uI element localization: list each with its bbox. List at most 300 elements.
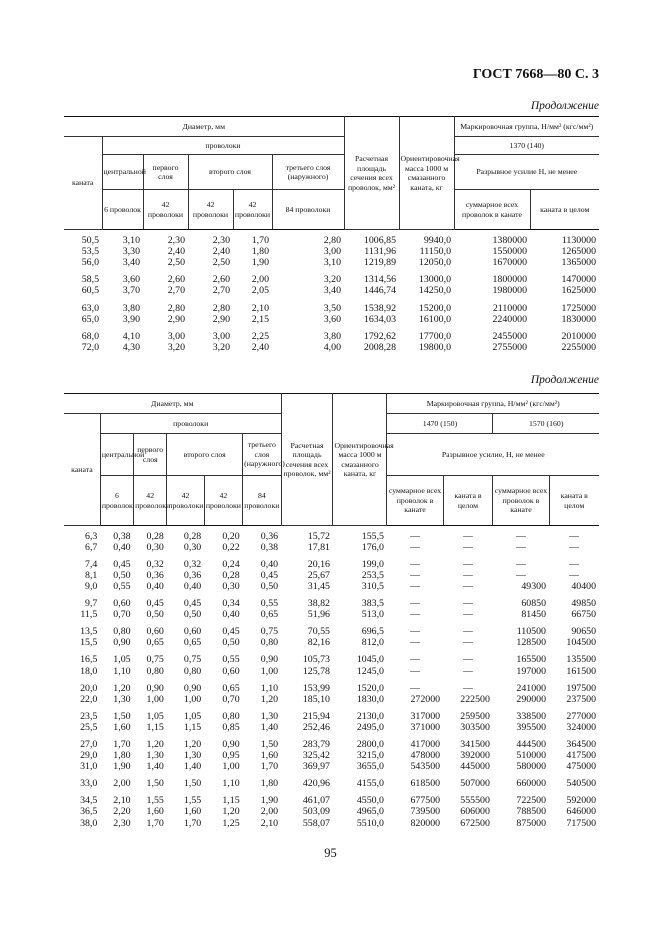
table-cell: 1314,56 xyxy=(363,274,397,286)
continuation-label-2: Продолжение xyxy=(530,374,599,386)
table-cell: 2,30 xyxy=(212,234,230,246)
grade-header: Маркировочная группа, Н/мм² (кгс/мм²) xyxy=(387,394,599,414)
table-cell: 0,75 xyxy=(260,626,279,638)
table-cell: 2,40 xyxy=(212,245,230,257)
first-layer-header: первого слоя xyxy=(134,434,167,476)
table-cell: 1,60 xyxy=(260,750,279,762)
table-cell: 9,7 xyxy=(85,598,98,610)
table-cell: 20,0 xyxy=(80,682,98,694)
table-cell: 9940,0 xyxy=(423,234,452,246)
table-row xyxy=(64,257,599,268)
table-cell: 461,07 xyxy=(302,795,330,807)
table-cell: — xyxy=(410,530,420,542)
table-1 xyxy=(64,116,599,354)
table-row xyxy=(64,230,599,247)
table-row xyxy=(64,610,599,621)
table-cell: 875000 xyxy=(516,817,546,829)
table-cell: 0,90 xyxy=(146,682,164,694)
table-cell: — xyxy=(516,530,526,542)
table-cell: 0,60 xyxy=(113,598,131,610)
table-cell: 6,3 xyxy=(85,530,98,542)
table-cell: 2,30 xyxy=(113,817,131,829)
table-cell: 0,38 xyxy=(113,530,131,542)
table-cell: 510000 xyxy=(516,750,546,762)
table-cell: — xyxy=(410,598,420,610)
table-cell: 0,90 xyxy=(260,654,279,666)
table-cell: 3,40 xyxy=(122,257,140,269)
table-cell: 2,15 xyxy=(251,313,269,325)
table-cell: 33,0 xyxy=(80,778,98,790)
table-cell: 369,97 xyxy=(302,761,330,773)
table-cell: 0,65 xyxy=(146,637,164,649)
table-cell: 1,70 xyxy=(251,234,269,246)
table-cell: 53,5 xyxy=(81,245,99,257)
table-cell: 0,95 xyxy=(222,750,240,762)
table-cell: 1380000 xyxy=(492,234,528,246)
table-cell: 18,0 xyxy=(80,665,98,677)
table-cell: 0,55 xyxy=(222,654,240,666)
table-cell: 4,10 xyxy=(122,330,140,342)
table-cell: 0,90 xyxy=(183,682,202,694)
table-cell: 51,96 xyxy=(307,609,330,621)
table-cell: 16100,0 xyxy=(418,313,452,325)
table-cell: 0,60 xyxy=(146,626,164,638)
table-cell: — xyxy=(463,569,473,581)
col-42-wires-b: 42 проволоки xyxy=(167,476,204,526)
table-cell: 1,90 xyxy=(113,761,131,773)
table-cell: 1980000 xyxy=(492,285,528,297)
table-cell: 1,05 xyxy=(183,710,202,722)
mass-header: Ориентировочная масса 1000 м смазанного каната, кг xyxy=(333,394,387,526)
table-cell: 1,40 xyxy=(146,761,164,773)
table-cell: 0,50 xyxy=(260,580,279,592)
table-cell: 0,50 xyxy=(183,609,202,621)
table-cell: 1,70 xyxy=(113,739,131,750)
table-cell: 81450 xyxy=(521,609,546,621)
rope-header: каната xyxy=(64,137,102,230)
wires-header: проволоки xyxy=(100,414,281,434)
table-cell: 580000 xyxy=(516,761,546,773)
table-cell: 2255000 xyxy=(561,342,597,354)
table-cell: 0,36 xyxy=(183,569,202,581)
table-cell: 420,96 xyxy=(302,778,330,790)
grade-1370-header: 1370 (140) xyxy=(454,137,599,155)
table-cell: 6,7 xyxy=(85,541,98,553)
table-cell: 2,60 xyxy=(167,274,185,286)
table-cell: 0,24 xyxy=(222,558,240,570)
table-cell: 1,80 xyxy=(251,245,269,257)
table-cell: 1245,0 xyxy=(356,665,384,677)
diameter-header: Диаметр, мм xyxy=(64,394,281,414)
table-cell: 176,0 xyxy=(361,541,384,553)
table-cell: 7,4 xyxy=(85,558,98,570)
table-row xyxy=(64,649,599,666)
table-cell: 1792,62 xyxy=(363,330,397,342)
table-cell: 618500 xyxy=(410,778,441,790)
table-cell: 49300 xyxy=(521,580,546,592)
table-cell: 1,10 xyxy=(260,682,279,694)
table-cell: 56,0 xyxy=(81,257,99,269)
table-cell: 1,30 xyxy=(146,750,164,762)
table-row xyxy=(64,297,599,314)
table-cell: 1,80 xyxy=(260,778,279,790)
table-cell: 3,20 xyxy=(167,342,185,354)
table-cell: 3,00 xyxy=(323,245,342,257)
table-cell: 3,10 xyxy=(323,257,342,269)
table-cell: 2110000 xyxy=(492,302,528,314)
table-2 xyxy=(64,393,599,829)
table-cell: 475000 xyxy=(566,761,596,773)
wires-header: проволоки xyxy=(102,137,344,155)
table-row xyxy=(64,705,599,722)
table-cell: — xyxy=(463,530,473,542)
table-cell: 1830,0 xyxy=(356,693,384,705)
table-cell: 12050,0 xyxy=(418,257,452,269)
table-cell: 383,5 xyxy=(361,598,384,610)
table-cell: 739500 xyxy=(410,806,441,818)
table-cell: 2240000 xyxy=(492,313,528,325)
table-cell: 38,82 xyxy=(307,598,330,610)
table-cell: — xyxy=(410,654,420,666)
table-cell: — xyxy=(516,541,526,553)
table-cell: 2130,0 xyxy=(356,710,384,722)
table-cell: 15,72 xyxy=(307,530,330,542)
area-header: Расчетная площадь сечения всех проволок, мм² xyxy=(344,117,399,230)
table-cell: 444500 xyxy=(516,739,546,750)
table-cell: 252,46 xyxy=(302,721,330,733)
table-cell: 696,5 xyxy=(361,626,384,638)
table-cell: 1,70 xyxy=(183,817,202,829)
table-cell: — xyxy=(569,569,579,581)
table-cell: 0,36 xyxy=(260,530,279,542)
table-cell: 215,94 xyxy=(302,710,330,722)
table-cell: 222500 xyxy=(460,693,490,705)
table-cell: 2,25 xyxy=(251,330,269,342)
table-cell: 20,16 xyxy=(307,558,330,570)
grade-header: Маркировочная группа, Н/мм² (кгс/мм²) xyxy=(454,117,599,137)
table-cell: 0,55 xyxy=(113,580,131,592)
table-cell: 317000 xyxy=(410,710,441,722)
sum-force-1470-header: суммарное всех проволок в канате xyxy=(387,476,443,526)
second-layer-header: второго слоя xyxy=(188,155,272,190)
table-cell: — xyxy=(516,569,526,581)
table-cell: 0,30 xyxy=(222,580,240,592)
table-cell: 0,65 xyxy=(222,682,240,694)
table-cell: 555500 xyxy=(460,795,490,807)
table-cell: 25,67 xyxy=(307,569,330,581)
col-42-wires-b: 42 проволоки xyxy=(188,190,233,230)
table-cell: 2,90 xyxy=(167,313,185,325)
table-cell: 2,50 xyxy=(167,257,185,269)
table-row xyxy=(64,733,599,750)
table-cell: — xyxy=(463,637,473,649)
table-cell: 90650 xyxy=(571,626,596,638)
table-cell: 1,20 xyxy=(113,682,131,694)
table-cell: 0,85 xyxy=(222,721,240,733)
table-cell: 3,60 xyxy=(122,274,140,286)
table-cell: 0,28 xyxy=(222,569,240,581)
table-cell: — xyxy=(569,541,579,553)
table-cell: 31,45 xyxy=(307,580,330,592)
table-cell: 3,30 xyxy=(122,245,140,257)
table-cell: 1,20 xyxy=(183,739,202,750)
table-cell: 1,55 xyxy=(183,795,202,807)
table-cell: 3,50 xyxy=(323,302,342,314)
table-cell: 153,99 xyxy=(302,682,330,694)
table-cell: 237500 xyxy=(566,693,596,705)
table-cell: — xyxy=(463,626,473,638)
table-cell: 0,50 xyxy=(146,609,164,621)
table-cell: 0,30 xyxy=(183,541,202,553)
table-cell: 540500 xyxy=(566,778,596,790)
continuation-label-1: Продолжение xyxy=(530,100,599,112)
col-42-wires-c: 42 проволоки xyxy=(204,476,242,526)
table-cell: 110500 xyxy=(516,626,546,638)
table-cell: 0,28 xyxy=(146,530,164,542)
col-84-wires: 84 проволоки xyxy=(243,476,281,526)
table-cell: 0,65 xyxy=(260,609,279,621)
table-cell: 1365000 xyxy=(561,257,597,269)
table-cell: 3,20 xyxy=(323,274,342,286)
table-cell: 1470000 xyxy=(561,274,597,286)
table-cell: — xyxy=(463,598,473,610)
table-cell: 4550,0 xyxy=(356,795,384,807)
table-cell: 1,40 xyxy=(260,721,279,733)
table-cell: 1,20 xyxy=(260,693,279,705)
table-cell: 1265000 xyxy=(561,245,597,257)
table-cell: 1800000 xyxy=(492,274,528,286)
table-cell: 1,00 xyxy=(183,693,202,705)
table-cell: 417500 xyxy=(566,750,596,762)
table-cell: 0,80 xyxy=(113,626,131,638)
table-cell: 1,50 xyxy=(113,710,131,722)
table-cell: 1,50 xyxy=(146,778,164,790)
table-cell: 4,30 xyxy=(122,342,140,354)
table-cell: 364500 xyxy=(566,739,596,750)
table-cell: 1,15 xyxy=(222,795,240,807)
table-cell: 241000 xyxy=(516,682,546,694)
table-cell: 2495,0 xyxy=(356,721,384,733)
table-cell: 1,00 xyxy=(222,761,240,773)
table-cell: 2,40 xyxy=(167,245,185,257)
table-cell: 0,32 xyxy=(146,558,164,570)
table-cell: 2755000 xyxy=(492,342,528,354)
table-cell: — xyxy=(516,558,526,570)
sum-force-header: суммарное всех проволок в канате xyxy=(454,190,530,230)
table-row xyxy=(64,621,599,638)
diameter-header: Диаметр, мм xyxy=(64,117,344,137)
table-cell: 0,40 xyxy=(183,580,202,592)
table-cell: 0,30 xyxy=(146,541,164,553)
col-42-wires-a: 42 проволоки xyxy=(134,476,167,526)
table-cell: — xyxy=(463,580,473,592)
table-cell: 310,5 xyxy=(361,580,384,592)
table-cell: 1,10 xyxy=(222,778,240,790)
table-cell: 788500 xyxy=(516,806,546,818)
table-row xyxy=(64,694,599,705)
table-cell: 29,0 xyxy=(80,750,98,762)
table-cell: 19800,0 xyxy=(418,342,452,354)
table-cell: 16,5 xyxy=(80,654,98,666)
table-cell: 23,5 xyxy=(80,710,98,722)
table-cell: 1,00 xyxy=(260,665,279,677)
page-number: 95 xyxy=(324,846,337,860)
table-cell: 14250,0 xyxy=(418,285,452,297)
table-cell: 3,90 xyxy=(122,313,140,325)
table-cell: 341500 xyxy=(460,739,490,750)
table-cell: 17,81 xyxy=(307,541,330,553)
table-cell: — xyxy=(463,665,473,677)
table-cell: 0,45 xyxy=(183,598,202,610)
table-cell: 58,5 xyxy=(81,274,99,286)
table-cell: 3,80 xyxy=(122,302,140,314)
table-cell: 34,5 xyxy=(80,795,98,807)
table-cell: 1634,03 xyxy=(363,313,397,325)
table-cell: 63,0 xyxy=(81,302,99,314)
table-cell: 272000 xyxy=(410,693,441,705)
table-cell: 417000 xyxy=(410,739,441,750)
table-cell: 13,5 xyxy=(80,626,98,638)
table-row xyxy=(64,343,599,354)
table-cell: 2,80 xyxy=(167,302,185,314)
table-cell: 395500 xyxy=(516,721,546,733)
table-row xyxy=(64,762,599,773)
table-cell: 1,00 xyxy=(146,693,164,705)
table-cell: 65,0 xyxy=(81,313,99,325)
table-cell: 0,50 xyxy=(113,569,131,581)
table-row xyxy=(64,666,599,677)
table-cell: 13000,0 xyxy=(418,274,452,286)
table-row xyxy=(64,325,599,342)
table-row xyxy=(64,581,599,592)
table-row xyxy=(64,286,599,297)
table-cell: 1,30 xyxy=(183,750,202,762)
table-cell: 1,30 xyxy=(113,693,131,705)
table-cell: 3215,0 xyxy=(356,750,384,762)
table-cell: 2,10 xyxy=(113,795,131,807)
third-layer-header: третьего слоя (наружного) xyxy=(272,155,344,190)
table-cell: 478000 xyxy=(410,750,441,762)
table-cell: 507000 xyxy=(460,778,490,790)
sum-force-1570-header: суммарное всех проволок в канате xyxy=(493,476,549,526)
table-cell: 1006,85 xyxy=(363,234,397,246)
table-cell: 0,90 xyxy=(113,637,131,649)
table-cell: 135500 xyxy=(566,654,596,666)
rope-header: каната xyxy=(64,414,100,526)
table-cell: 2,10 xyxy=(251,302,269,314)
table-cell: — xyxy=(410,626,420,638)
table-cell: 0,70 xyxy=(113,609,131,621)
first-layer-header: первого слоя xyxy=(143,155,188,190)
table-cell: 2455000 xyxy=(492,330,528,342)
table-cell: 2,70 xyxy=(212,285,230,297)
table-cell: 0,20 xyxy=(222,530,240,542)
table-cell: — xyxy=(410,637,420,649)
table-cell: 0,65 xyxy=(183,637,202,649)
table-cell: 2,40 xyxy=(251,342,269,354)
table-cell: 165500 xyxy=(516,654,546,666)
col-6-wires: 6 проволок xyxy=(102,190,143,230)
table-cell: 68,0 xyxy=(81,330,99,342)
table-cell: 1,90 xyxy=(260,795,279,807)
table-cell: 72,0 xyxy=(81,342,99,354)
table-cell: 0,40 xyxy=(146,580,164,592)
table-row xyxy=(64,246,599,257)
table-cell: 0,60 xyxy=(183,626,202,638)
table-cell: 646000 xyxy=(566,806,596,818)
table-cell: 660000 xyxy=(516,778,546,790)
area-header: Расчетная площадь сечения всех проволок, мм² xyxy=(281,394,333,526)
table-cell: 3,70 xyxy=(122,285,140,297)
table-cell: 0,60 xyxy=(222,665,240,677)
table-cell: 8,1 xyxy=(85,569,98,581)
table-cell: 40400 xyxy=(571,580,596,592)
table-cell: 1,40 xyxy=(183,761,202,773)
table-cell: 11,5 xyxy=(80,609,98,621)
table-row xyxy=(64,553,599,570)
table-cell: 0,40 xyxy=(222,609,240,621)
table-cell: 1830000 xyxy=(561,313,597,325)
table-row xyxy=(64,807,599,818)
table-cell: 3,40 xyxy=(323,285,342,297)
table-cell: 1,10 xyxy=(113,665,131,677)
table-cell: 0,45 xyxy=(222,626,240,638)
table-cell: 0,75 xyxy=(146,654,164,666)
table-cell: 38,0 xyxy=(80,817,98,829)
table-cell: 3,60 xyxy=(323,313,342,325)
table-cell: 1550000 xyxy=(492,245,528,257)
table-cell: — xyxy=(463,558,473,570)
table-cell: — xyxy=(463,654,473,666)
central-header: центральной xyxy=(100,434,133,476)
table-cell: 1131,96 xyxy=(364,245,397,257)
table-cell: 3,00 xyxy=(167,330,185,342)
table-cell: 325,42 xyxy=(302,750,330,762)
table-cell: 1045,0 xyxy=(356,654,384,666)
table-cell: 1219,89 xyxy=(363,257,397,269)
table-row xyxy=(64,592,599,609)
table-cell: 128500 xyxy=(516,637,546,649)
table-row xyxy=(64,542,599,553)
table-cell: 155,5 xyxy=(361,530,384,542)
table-cell: 303500 xyxy=(460,721,490,733)
table-cell: 2800,0 xyxy=(356,739,384,750)
table-cell: 1,70 xyxy=(260,761,279,773)
force-header: Разрывное усилие Н, не менее xyxy=(454,155,599,190)
table-cell: 4965,0 xyxy=(356,806,384,818)
table-cell: 371000 xyxy=(410,721,441,733)
table-row xyxy=(64,751,599,762)
table-cell: 290000 xyxy=(516,693,546,705)
table-cell: 445000 xyxy=(460,761,490,773)
table-cell: 2,10 xyxy=(260,817,279,829)
table-cell: 1520,0 xyxy=(356,682,384,694)
table-cell: 1,15 xyxy=(146,721,164,733)
table-cell: 66750 xyxy=(571,609,596,621)
table-cell: 0,75 xyxy=(183,654,202,666)
table-cell: 277000 xyxy=(566,710,596,722)
table-cell: 1625000 xyxy=(561,285,597,297)
table-cell: — xyxy=(463,682,473,694)
table-cell: 3655,0 xyxy=(356,761,384,773)
table-row xyxy=(64,526,599,543)
table-cell: 513,0 xyxy=(361,609,384,621)
col-84-wires: 84 проволоки xyxy=(272,190,344,230)
col-42-wires-c: 42 проволоки xyxy=(233,190,272,230)
table-cell: 2,20 xyxy=(113,806,131,818)
table-cell: 1,05 xyxy=(146,710,164,722)
central-header: центральной xyxy=(102,155,143,190)
